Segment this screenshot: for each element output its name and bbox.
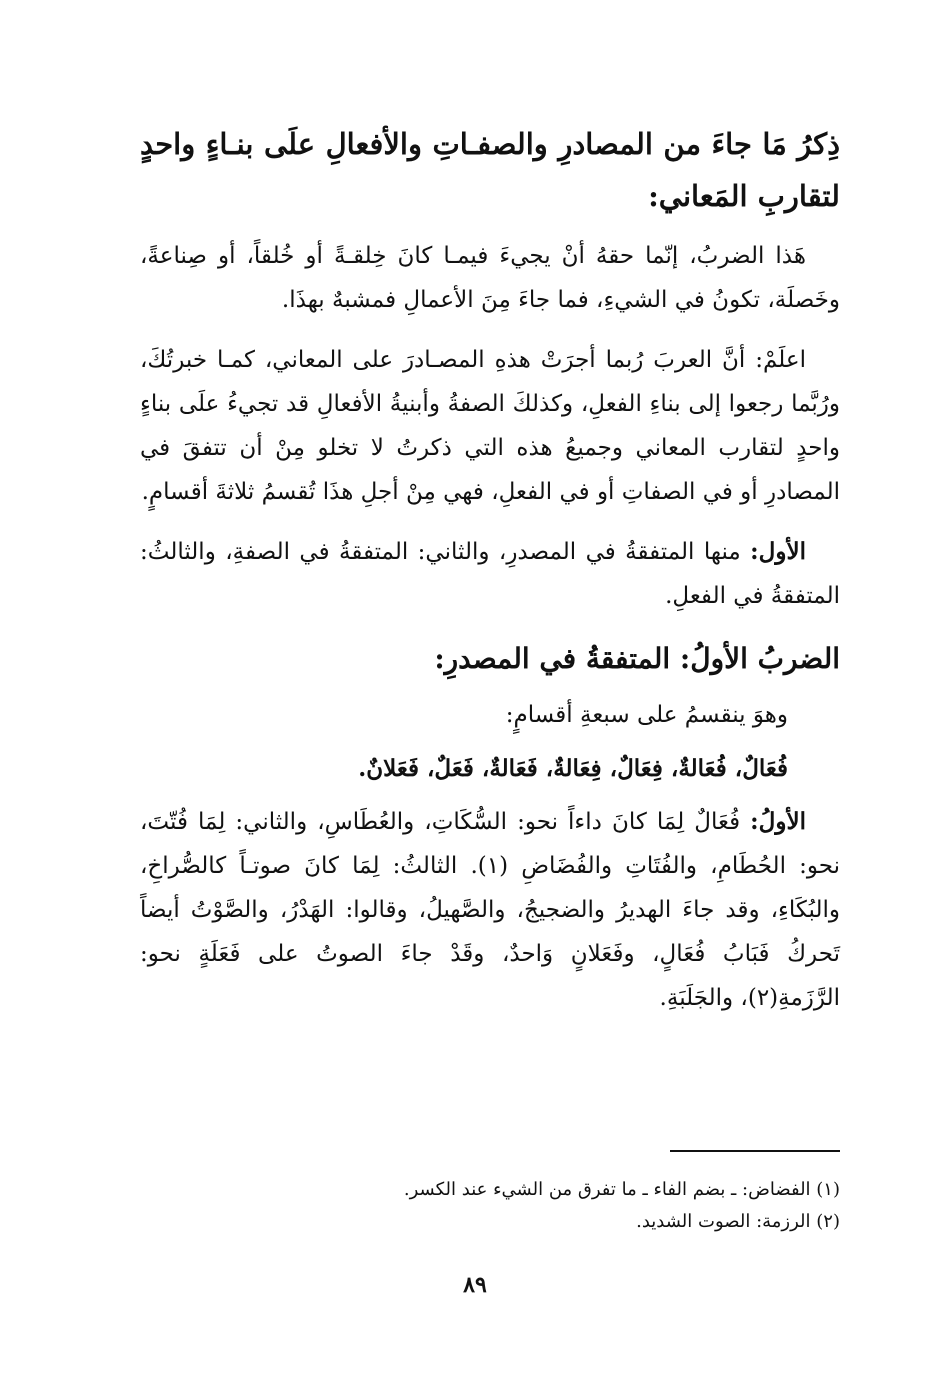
paragraph-3	[140, 530, 840, 618]
paragraph-3-text: منها المتفقةُ في المصدرِ، والثاني: المتفقةُ في الصفةِ، والثالثُ: المتفقةُ في الفعلِ.	[140, 539, 840, 609]
paragraph-3-lead: الأول:	[750, 538, 806, 565]
subsection-heading: الضربُ الأولُ: المتفقةُ في المصدرِ:	[434, 642, 840, 675]
section-heading: ذِكرُ مَا جاءَ من المصادرِ والصفـاتِ والأفعالِ علَى بنـاءٍ واحدٍ لتقاربِ المَعاني:	[140, 127, 840, 213]
footnote-2: (٢) الرزمة: الصوت الشديد.	[636, 1211, 840, 1232]
paragraph-2-text: اعلَمْ: أنَّ العربَ رُبما أجرَتْ هذهِ المصـادرَ على المعاني، كمـا خبرتُكَ، ورُبَّما رجعوا إلى بناءِ الفعلِ، وكذلكَ الصفةُ وأبنيةُ الأفعالِ قد تجيءُ علَى بناءٍ واحدٍ لتقارب المعاني وجميعُ هذه التي ذكرتُ لا تخلو مِنْ أن تتفقَ في المصادرِ أو في الصفاتِ أو في الفعلِ، فهي مِنْ أجلِ هذَا تُقسمُ ثلاثةَ أقسامٍ.	[140, 347, 840, 505]
main-text	[140, 118, 840, 1036]
paragraph-2	[140, 338, 840, 514]
intro-line: وهوَ ينقسمُ على سبعةِ أقسامٍ:	[505, 702, 788, 728]
page-number: ٨٩	[463, 1272, 487, 1298]
paragraph-1	[140, 234, 840, 322]
paragraph-4-lead: الأولُ:	[750, 808, 806, 835]
paragraph-4-text: فُعَالٌ لِمَا كانَ داءاً نحو: السُّكَاتِ، والعُطَاسِ، والثاني: لِمَا فُتّتَ، نحو: الحُطَامِ، والفُتَاتِ والفُضَاضِ (١). الثالثُ: لِمَا كانَ صوتـاً كالصُّراخِ، والبُكَاءِ، وقد جاءَ الهديرُ والضجيجُ، والصَّهيلُ، وقالوا: الهَدْرُ، والصَّوْتُ أيضاً تَحركُ فَبَابُ فُعَالٍ، وفَعَلانٍ وَاحدٌ، وقَدْ جاءَ الصوتُ على فَعَلَةٍ نحو: الرَّزَمةِ(٢)، والجَلَبَةِ.	[140, 809, 840, 1011]
paragraph-4	[140, 800, 840, 1020]
footnotes	[300, 1150, 840, 1238]
footnote-1: (١) الفضاض: ـ بضم الفاء ـ ما تفرق من الشيء عند الكسر.	[403, 1179, 840, 1200]
footnote-divider	[670, 1150, 840, 1152]
patterns-line: فُعَالٌ، فُعَالةٌ، فِعَالٌ، فِعَالةٌ، فَعَالةٌ، فَعَلٌ، فَعَلانٌ.	[358, 755, 788, 782]
paragraph-1-text: هَذا الضربُ، إنّما حقهُ أنْ يجيءَ فيمـا كانَ خِلقـةً أو خُلقاً، أو صِناعةً، وخَصلَة، تكونُ في الشيءِ، فما جاءَ مِنَ الأعمالِ فمشبهٌ بهذَا.	[140, 243, 840, 313]
